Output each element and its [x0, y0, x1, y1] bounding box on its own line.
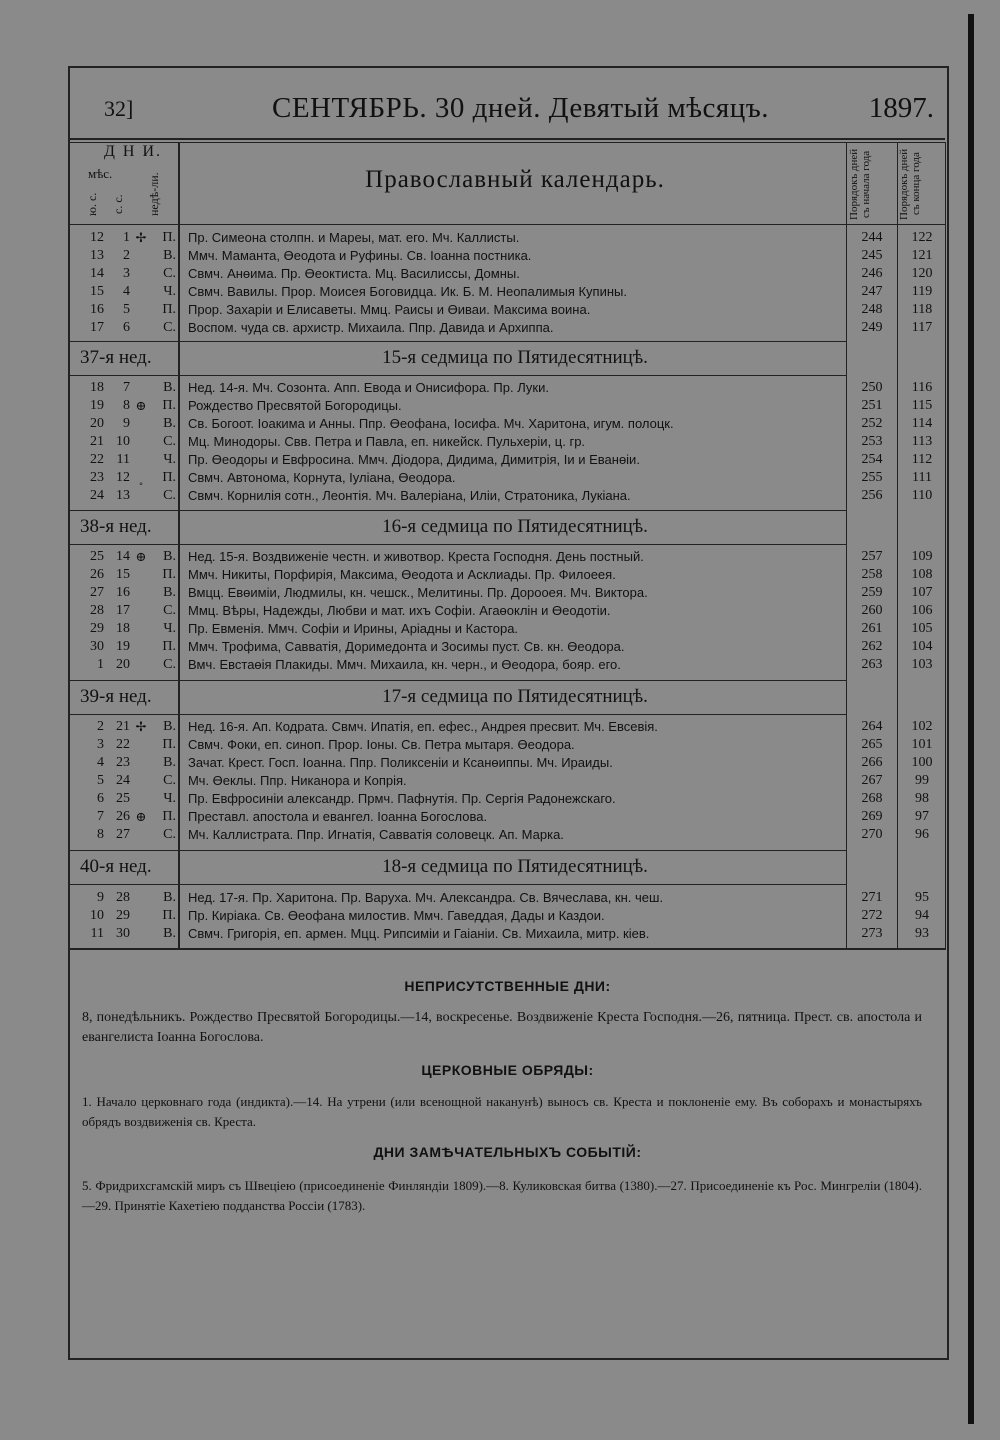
month-header: мѣс.: [88, 166, 113, 181]
weekday: В.: [163, 380, 176, 395]
week-rule: [70, 510, 846, 511]
weekday: П.: [162, 908, 176, 923]
day-to-end: 113: [911, 434, 933, 449]
calendar-row: [80, 283, 945, 301]
calendar-row: [80, 889, 945, 907]
saints-text: Свмч. Григорія, еп. армен. Мцц. Рипсиміи и Гаіаніи. Св. Михаила, митр. кіев.: [188, 926, 650, 941]
table-bottom-rule: [70, 948, 945, 950]
day-from-start: 258: [861, 567, 883, 582]
calendar-row: [80, 656, 945, 674]
old-style-day: 15: [90, 284, 104, 299]
weekday: В.: [163, 248, 176, 263]
events-title: ДНИ ЗАМѢЧАТЕЛЬНЫХЪ СОБЫТІЙ:: [373, 1144, 642, 1160]
weekday: С.: [163, 434, 176, 449]
calendar-row: [80, 229, 945, 247]
new-style-day: 27: [116, 827, 130, 842]
weekday: П.: [162, 470, 176, 485]
new-style-day: 9: [123, 416, 130, 431]
new-style-day: 21: [116, 719, 130, 734]
old-style-day: 14: [90, 266, 104, 281]
old-style-day: 29: [90, 621, 104, 636]
day-to-end: 114: [911, 416, 933, 431]
day-from-start: 252: [861, 416, 883, 431]
day-to-end: 112: [911, 452, 933, 467]
day-from-start: 270: [861, 827, 883, 842]
weekday: В.: [163, 926, 176, 941]
day-from-start: 251: [861, 398, 883, 413]
new-style-day: 15: [116, 567, 130, 582]
old-style-day: 9: [97, 890, 104, 905]
day-from-start: 256: [861, 488, 883, 503]
day-to-end: 109: [911, 549, 933, 564]
day-to-end: 118: [911, 302, 933, 317]
day-to-end: 99: [915, 773, 929, 788]
old-style-day: 22: [90, 452, 104, 467]
day-to-end: 117: [911, 320, 933, 335]
old-style-header: ю. с.: [85, 192, 99, 216]
calendar-row: [80, 379, 945, 397]
calendar-title: Православный календарь.: [365, 166, 665, 193]
weekday: С.: [163, 657, 176, 672]
page-title: СЕНТЯБРЬ. 30 дней. Девятый мѣсяцъ.: [272, 92, 769, 124]
week-rule: [70, 680, 846, 681]
new-style-day: 22: [116, 737, 130, 752]
day-to-end: 119: [911, 284, 933, 299]
old-style-day: 11: [90, 926, 104, 941]
saints-text: Ммч. Маманта, Өеодота и Руфины. Св. Іоанна постника.: [188, 248, 532, 263]
year: 1897.: [868, 92, 934, 124]
day-from-start: 260: [861, 603, 883, 618]
saints-text: Пр. Евменія. Ммч. Софіи и Ирины, Аріадны и Кастора.: [188, 621, 519, 636]
saints-text: Пр. Өеодоры и Евфросина. Ммч. Діодора, Дидима, Димитрія, Іи и Еванөіи.: [188, 452, 640, 467]
new-style-day: 1: [123, 230, 130, 245]
new-style-day: 24: [116, 773, 130, 788]
calendar-row: [80, 718, 945, 736]
old-style-day: 24: [90, 488, 104, 503]
day-from-start: 244: [861, 230, 883, 245]
page-edge-bar: [968, 14, 974, 1424]
saints-text: Свмч. Анөима. Пр. Өеоктиста. Мц. Василиссы, Домны.: [188, 266, 520, 281]
weekday: С.: [163, 320, 176, 335]
old-style-day: 7: [97, 809, 104, 824]
saints-text: Свмч. Фоки, еп. синоп. Прор. Іоны. Св. Петра мытаря. Өеодора.: [188, 737, 575, 752]
new-style-day: 10: [116, 434, 130, 449]
week-39-row: [70, 680, 846, 714]
saints-text: Зачат. Крест. Госп. Іоанна. Ппр. Поликсеніи и Ксанөиппы. Мч. Ираиды.: [188, 755, 613, 770]
old-style-day: 30: [90, 639, 104, 654]
saints-text: Свмч. Автонома, Корнута, Іуліана, Өеодора.: [188, 470, 456, 485]
day-from-start: 259: [861, 585, 883, 600]
new-style-header: с. с.: [111, 194, 125, 214]
calendar-row: [80, 620, 945, 638]
day-from-start: 266: [861, 755, 883, 770]
saints-text: Нед. 16-я. Ап. Кодрата. Свмч. Ипатія, еп. ефес., Андрея пресвит. Мч. Евсевія.: [188, 719, 658, 734]
weekday: В.: [163, 549, 176, 564]
new-style-day: 2: [123, 248, 130, 263]
new-style-day: 16: [116, 585, 130, 600]
from-end-header: Порядокъ дней съ конца года: [898, 148, 922, 220]
weekday: Ч.: [163, 791, 176, 806]
week-number: 37-я нед.: [80, 347, 152, 368]
weekday: П.: [162, 302, 176, 317]
calendar-row: [80, 265, 945, 283]
day-to-end: 116: [911, 380, 933, 395]
day-from-start: 269: [861, 809, 883, 824]
saints-text: Вмч. Евстаөія Плакиды. Ммч. Михаила, кн. черн., и Өеодора, бояр. его.: [188, 657, 621, 672]
weekday: В.: [163, 585, 176, 600]
calendar-row: [80, 415, 945, 433]
weekday: В.: [163, 719, 176, 734]
week-rule: [70, 714, 846, 715]
old-style-day: 2: [97, 719, 104, 734]
new-style-day: 4: [123, 284, 130, 299]
week-38-row: [70, 510, 846, 544]
day-to-end: 115: [911, 398, 933, 413]
day-from-start: 272: [861, 908, 883, 923]
weekday: С.: [163, 603, 176, 618]
day-from-start: 265: [861, 737, 883, 752]
day-from-start: 246: [861, 266, 883, 281]
weekday: П.: [162, 230, 176, 245]
calendar-row: [80, 397, 945, 415]
saints-text: Пр. Симеона столпн. и Мареы, мат. его. Мч. Каллисты.: [188, 230, 520, 245]
weekday: С.: [163, 773, 176, 788]
day-from-start: 264: [861, 719, 883, 734]
weekday: П.: [162, 639, 176, 654]
calendar-row: [80, 808, 945, 826]
saints-text: Пр. Евфросиніи александр. Прмч. Пафнутія. Пр. Сергія Радонежскаго.: [188, 791, 616, 806]
saints-text: Ммч. Трофима, Савватія, Доримедонта и Зосимы пуст. Св. кн. Өеодора.: [188, 639, 625, 654]
old-style-day: 18: [90, 380, 104, 395]
saints-text: Пр. Киріака. Св. Өеофана милостив. Ммч. Гаведдая, Дады и Каздои.: [188, 908, 605, 923]
saints-text: Св. Богоот. Іоакима и Анны. Ппр. Өеофана, Іосифа. Мч. Харитона, игум. полоцк.: [188, 416, 674, 431]
new-style-day: 12: [116, 470, 130, 485]
weekday: В.: [163, 416, 176, 431]
calendar-row: [80, 301, 945, 319]
day-to-end: 103: [911, 657, 933, 672]
grid-line: [945, 142, 946, 950]
day-to-end: 110: [911, 488, 933, 503]
saints-text: Рождество Пресвятой Богородицы.: [188, 398, 402, 413]
saints-text: Вмцц. Евөиміи, Людмилы, кн. чешск., Мелитины. Пр. Дорооея. Мч. Виктора.: [188, 585, 648, 600]
week-rule: [70, 375, 846, 376]
old-style-day: 21: [90, 434, 104, 449]
calendar-row: [80, 451, 945, 469]
day-from-start: 257: [861, 549, 883, 564]
weekday: С.: [163, 827, 176, 842]
new-style-day: 28: [116, 890, 130, 905]
week-number: 40-я нед.: [80, 856, 152, 877]
feast-mark: ˳: [138, 470, 144, 485]
old-style-day: 3: [97, 737, 104, 752]
day-to-end: 102: [911, 719, 933, 734]
day-to-end: 95: [915, 890, 929, 905]
day-to-end: 94: [915, 908, 929, 923]
old-style-day: 26: [90, 567, 104, 582]
calendar-row: [80, 548, 945, 566]
page-number: 32]: [104, 96, 134, 121]
day-to-end: 97: [915, 809, 929, 824]
saints-text: Мч. Каллистрата. Ппр. Игнатія, Савватія соловецк. Ап. Марка.: [188, 827, 564, 842]
day-to-end: 93: [915, 926, 929, 941]
week-title: 15-я седмица по Пятидесятницѣ.: [382, 347, 648, 368]
old-style-day: 1: [97, 657, 104, 672]
old-style-day: 23: [90, 470, 104, 485]
calendar-row: [80, 319, 945, 337]
new-style-day: 29: [116, 908, 130, 923]
old-style-day: 13: [90, 248, 104, 263]
day-from-start: 255: [861, 470, 883, 485]
from-start-header: Порядокъ дней съ начала года: [848, 148, 872, 220]
new-style-day: 19: [116, 639, 130, 654]
feast-mark: ⊕: [135, 549, 147, 564]
old-style-day: 25: [90, 549, 104, 564]
weekday: В.: [163, 890, 176, 905]
week-rule: [70, 884, 846, 885]
new-style-day: 7: [123, 380, 130, 395]
calendar-row: [80, 433, 945, 451]
calendar-row: [80, 754, 945, 772]
day-to-end: 100: [911, 755, 933, 770]
week-rule: [70, 341, 846, 342]
calendar-row: [80, 736, 945, 754]
feast-mark: ✢: [135, 719, 147, 734]
saints-text: Мц. Минодоры. Свв. Петра и Павла, еп. никейск. Пульхеріи, ц. гр.: [188, 434, 586, 449]
old-style-day: 5: [97, 773, 104, 788]
old-style-day: 17: [90, 320, 104, 335]
weekday: П.: [162, 398, 176, 413]
weekday: П.: [162, 567, 176, 582]
week-title: 18-я седмица по Пятидесятницѣ.: [382, 856, 648, 877]
week-rule: [70, 544, 846, 545]
saints-text: Нед. 14-я. Мч. Созонта. Апп. Евода и Онисифора. Пр. Луки.: [188, 380, 549, 395]
calendar-row: [80, 826, 945, 844]
new-style-day: 30: [116, 926, 130, 941]
day-to-end: 98: [915, 791, 929, 806]
day-from-start: 271: [861, 890, 883, 905]
old-style-day: 12: [90, 230, 104, 245]
weekday: Ч.: [163, 621, 176, 636]
day-to-end: 120: [911, 266, 933, 281]
week-number: 38-я нед.: [80, 516, 152, 537]
saints-text: Нед. 17-я. Пр. Харитона. Пр. Варуха. Мч. Александра. Св. Вячеслава, кн. чеш.: [188, 890, 664, 905]
day-to-end: 108: [911, 567, 933, 582]
feast-mark: ⊕: [135, 398, 147, 413]
events-text: 5. Фридрихсгамскій миръ съ Швеціею (присоединеніе Финляндіи 1809).—8. Куликовская битва (1380).—27. Присоединеніе къ Рос. Мингреліи (1804).—29. Принятіе Кахетіею подданства Россіи (1783).: [82, 1178, 922, 1213]
day-from-start: 262: [861, 639, 883, 654]
weekday: В.: [163, 755, 176, 770]
day-to-end: 106: [911, 603, 933, 618]
calendar-row: [80, 247, 945, 265]
saints-text: Преставл. апостола и евангел. Іоанна Богослова.: [188, 809, 488, 824]
day-from-start: 248: [861, 302, 883, 317]
week-rule: [70, 850, 846, 851]
calendar-row: [80, 790, 945, 808]
day-from-start: 268: [861, 791, 883, 806]
calendar-row: [80, 772, 945, 790]
old-style-day: 16: [90, 302, 104, 317]
weekday-header: недѣ-ли.: [147, 172, 161, 216]
new-style-day: 6: [123, 320, 130, 335]
saints-text: Нед. 15-я. Воздвиженіе честн. и животвор. Креста Господня. День постный.: [188, 549, 644, 564]
calendar-row: [80, 925, 945, 943]
weekday: Ч.: [163, 284, 176, 299]
feast-mark: ✢: [135, 230, 147, 245]
header-rule-2: [70, 142, 945, 143]
day-to-end: 96: [915, 827, 929, 842]
old-style-day: 27: [90, 585, 104, 600]
week-37-row: [70, 341, 846, 375]
new-style-day: 5: [123, 302, 130, 317]
weekday: С.: [163, 488, 176, 503]
day-from-start: 245: [861, 248, 883, 263]
page-header: [104, 92, 944, 132]
weekday: Ч.: [163, 452, 176, 467]
day-from-start: 250: [861, 380, 883, 395]
weekday: П.: [162, 737, 176, 752]
old-style-day: 19: [90, 398, 104, 413]
colhead-rule: [70, 224, 945, 225]
calendar-row: [80, 584, 945, 602]
day-to-end: 122: [911, 230, 933, 245]
saints-text: Свмч. Корнилія сотн., Леонтія. Мч. Валеріана, Иліи, Стратоника, Лукіана.: [188, 488, 631, 503]
calendar-row: [80, 566, 945, 584]
nonpresence-text: 8, понедѣльникъ. Рождество Пресвятой Богородицы.—14, воскресенье. Воздвиженіе Креста Господня.—26, пятница. Прест. св. апостола и евангелиста Іоанна Богослова.: [82, 1010, 922, 1045]
old-style-day: 4: [97, 755, 104, 770]
calendar-row: [80, 907, 945, 925]
days-header: Д Н И.: [104, 143, 163, 160]
new-style-day: 8: [123, 398, 130, 413]
old-style-day: 28: [90, 603, 104, 618]
day-from-start: 263: [861, 657, 883, 672]
old-style-day: 6: [97, 791, 104, 806]
new-style-day: 11: [116, 452, 130, 467]
week-40-row: [70, 850, 846, 884]
saints-text: Прор. Захаріи и Елисаветы. Ммц. Раисы и Өиваи. Максима воина.: [188, 302, 591, 317]
old-style-day: 10: [90, 908, 104, 923]
calendar-row: [80, 487, 945, 505]
old-style-day: 8: [97, 827, 104, 842]
new-style-day: 17: [116, 603, 130, 618]
day-from-start: 254: [861, 452, 883, 467]
day-from-start: 261: [861, 621, 883, 636]
old-style-day: 20: [90, 416, 104, 431]
calendar-row: [80, 602, 945, 620]
new-style-day: 14: [116, 549, 130, 564]
new-style-day: 23: [116, 755, 130, 770]
calendar-row: [80, 469, 945, 487]
day-from-start: 267: [861, 773, 883, 788]
rites-text: 1. Начало церковнаго года (индикта).—14. На утрени (или всенощной наканунѣ) выносъ св. Креста и поклоненіе ему. Въ соборахъ и монастыряхъ обрядъ воздвиженія св. Креста.: [82, 1094, 922, 1129]
saints-text: Свмч. Вавилы. Прор. Моисея Боговидца. Ик. Б. М. Неопалимыя Купины.: [188, 284, 627, 299]
new-style-day: 13: [116, 488, 130, 503]
day-to-end: 104: [911, 639, 933, 654]
saints-text: Воспом. чуда св. архистр. Михаила. Ппр. Давида и Архиппа.: [188, 320, 554, 335]
new-style-day: 18: [116, 621, 130, 636]
nonpresence-title: НЕПРИСУТСТВЕННЫЕ ДНИ:: [404, 978, 611, 994]
saints-text: Мч. Өеклы. Ппр. Никанора и Копрія.: [188, 773, 407, 788]
day-to-end: 107: [911, 585, 933, 600]
week-number: 39-я нед.: [80, 686, 152, 707]
rites-title: ЦЕРКОВНЫЕ ОБРЯДЫ:: [421, 1062, 594, 1078]
weekday: С.: [163, 266, 176, 281]
new-style-day: 3: [123, 266, 130, 281]
saints-text: Ммч. Никиты, Порфирія, Максима, Өеодота и Асклиады. Пр. Филоеея.: [188, 567, 616, 582]
day-to-end: 105: [911, 621, 933, 636]
calendar-row: [80, 638, 945, 656]
day-from-start: 249: [861, 320, 883, 335]
header-rule: [70, 138, 945, 140]
new-style-day: 25: [116, 791, 130, 806]
day-from-start: 253: [861, 434, 883, 449]
day-to-end: 121: [911, 248, 933, 263]
day-from-start: 273: [861, 926, 883, 941]
new-style-day: 20: [116, 657, 130, 672]
week-title: 17-я седмица по Пятидесятницѣ.: [382, 686, 648, 707]
new-style-day: 26: [116, 809, 130, 824]
weekday: П.: [162, 809, 176, 824]
feast-mark: ⊕: [135, 809, 147, 824]
day-to-end: 101: [911, 737, 933, 752]
saints-text: Ммц. Вѣры, Надежды, Любви и мат. ихъ Софіи. Агаөоклін и Өеодотіи.: [188, 603, 611, 618]
week-title: 16-я седмица по Пятидесятницѣ.: [382, 516, 648, 537]
day-to-end: 111: [912, 470, 932, 485]
day-from-start: 247: [861, 284, 883, 299]
